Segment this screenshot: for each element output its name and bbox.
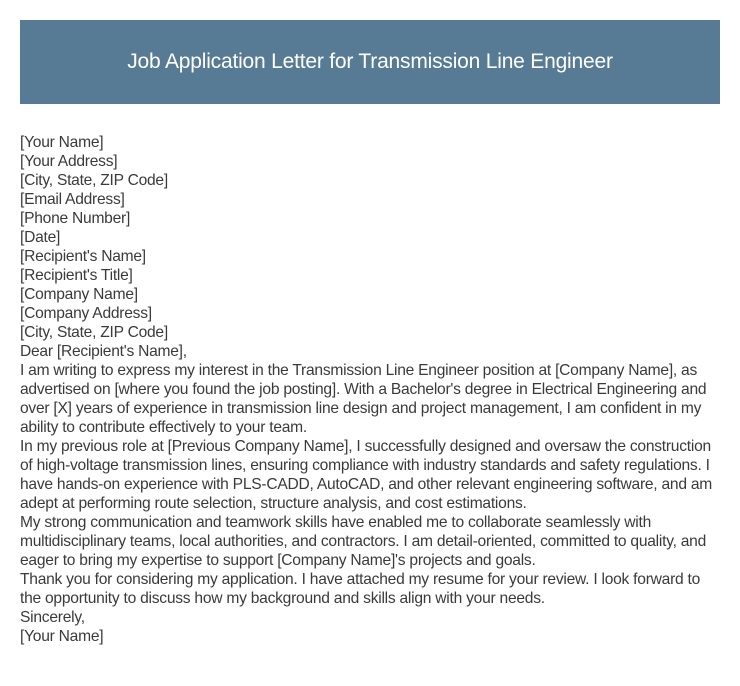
sender-city-state-zip: [City, State, ZIP Code] (20, 172, 168, 189)
salutation: Dear [Recipient's Name], (20, 343, 187, 360)
recipient-address: [Company Address] (20, 305, 152, 322)
recipient-city-state-zip: [City, State, ZIP Code] (20, 324, 168, 341)
recipient-company: [Company Name] (20, 286, 138, 303)
paragraph-skills: My strong communication and teamwork skills have enabled me to collaborate seamlessly with multidisciplinary teams, local authorities, and contractors. I am detail-oriented, committed to quality, and eager to bring my expertise to support [Company Name]'s projects and goals. (20, 514, 707, 569)
paragraph-intro: I am writing to express my interest in the Transmission Line Engineer position at [Company Name], as advertised on [where you found the job posting]. With a Bachelor's degree in Electrical Engineering and over [X] years of experience in transmission line design and project management, I am confident in my ability to contribute effectively to your team. (20, 362, 707, 436)
sender-block (20, 133, 725, 247)
letter-body (20, 133, 725, 646)
paragraph-closing: Thank you for considering my application. I have attached my resume for your review. I look forward to the opportunity to discuss how my background and skills align with your needs. (20, 571, 701, 607)
paragraph-experience: In my previous role at [Previous Company Name], I successfully designed and oversaw the construction of high-voltage transmission lines, ensuring compliance with industry standards and safety regulations. I have hands-on experience with PLS-CADD, AutoCAD, and other relevant engineering software, and am adept at performing route selection, structure analysis, and cost estimations. (20, 438, 712, 512)
page-title: Job Application Letter for Transmission Line Engineer (127, 50, 613, 73)
recipient-title: [Recipient's Title] (20, 267, 133, 284)
sender-email: [Email Address] (20, 191, 125, 208)
letter-date: [Date] (20, 229, 61, 246)
sender-name: [Your Name] (20, 134, 104, 151)
sender-address: [Your Address] (20, 153, 118, 170)
signature: [Your Name] (20, 628, 104, 645)
recipient-block (20, 247, 725, 342)
sender-phone: [Phone Number] (20, 210, 131, 227)
page-header (20, 20, 720, 104)
closing: Sincerely, (20, 609, 85, 626)
recipient-name: [Recipient's Name] (20, 248, 146, 265)
